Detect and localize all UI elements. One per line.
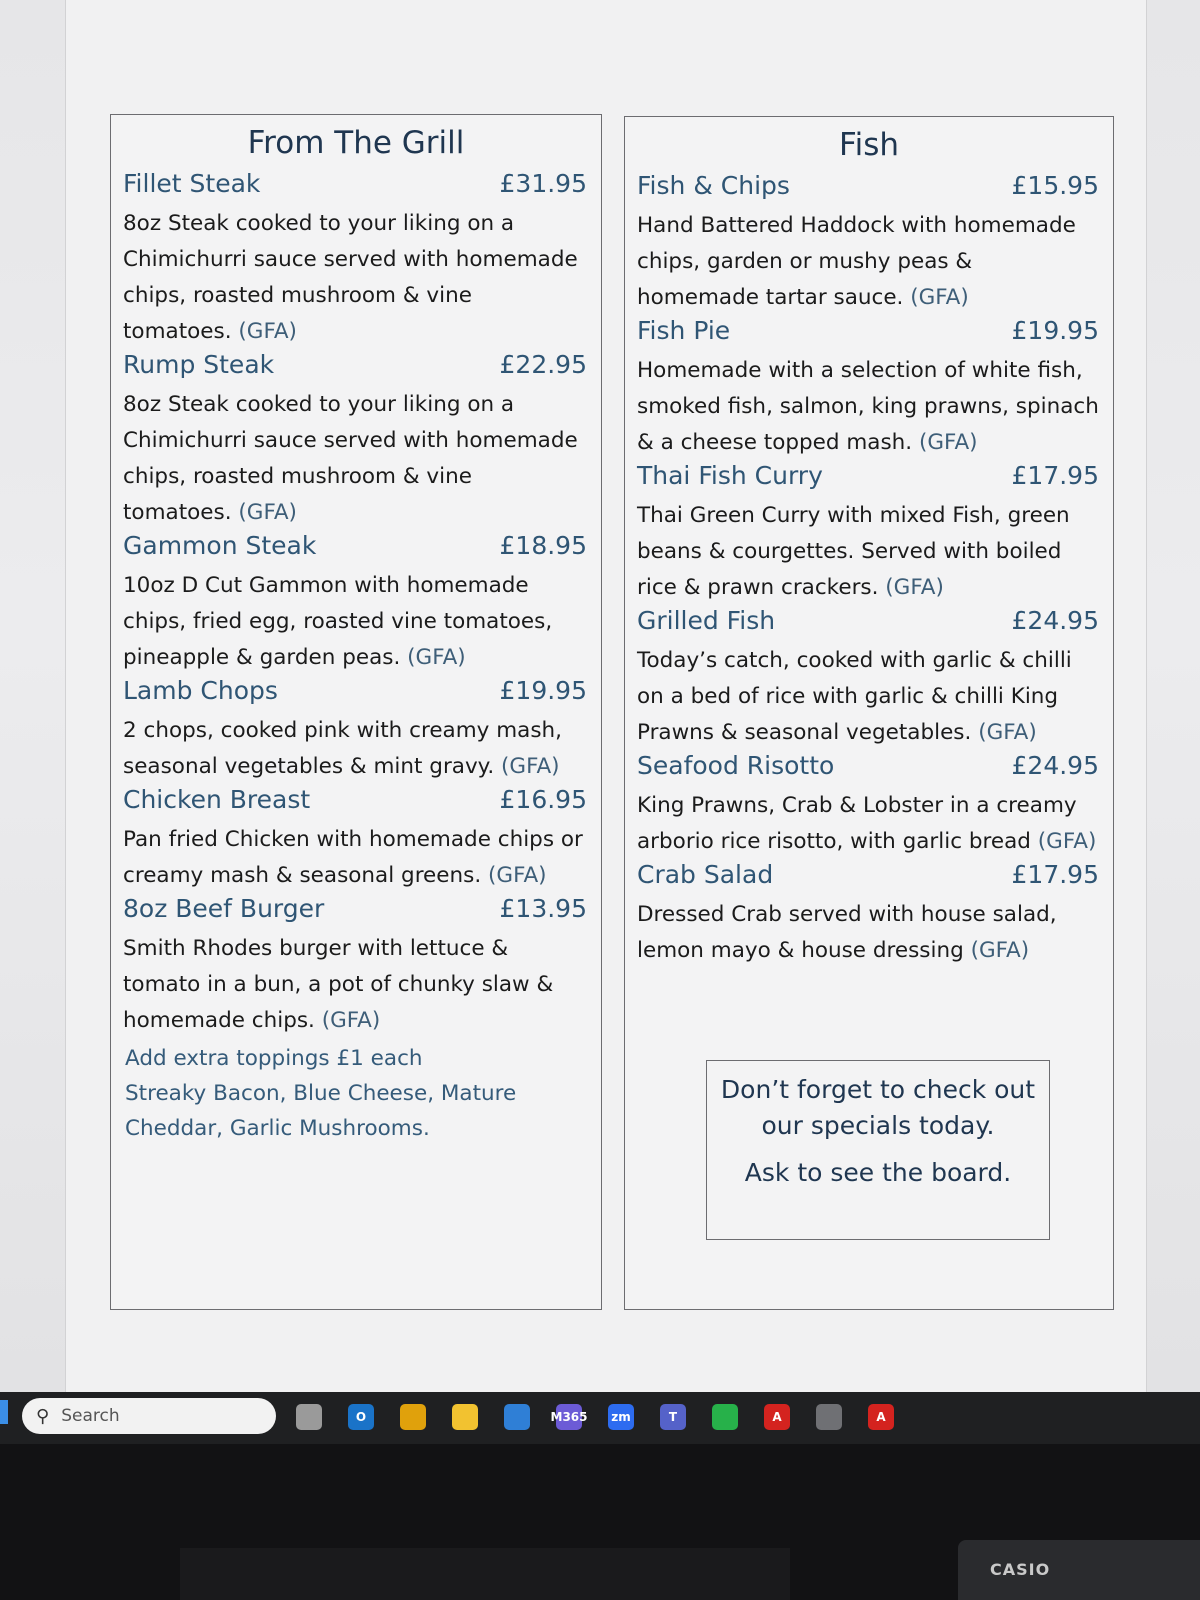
- menu-item-description: [123, 568, 587, 676]
- menu-item-description-text: Thai Green Curry with mixed Fish, green beans & courgettes. Served with boiled rice & prawn crackers.: [637, 503, 1070, 600]
- menu-item-price: £17.95: [1011, 461, 1099, 490]
- menu-item-name: Fillet Steak: [123, 169, 261, 198]
- calculator-brand: CASIO: [990, 1560, 1051, 1579]
- gluten-free-tag: (GFA): [978, 720, 1037, 745]
- menu-item-price: £17.95: [1011, 860, 1099, 889]
- menu-item-header: [123, 894, 587, 931]
- menu-item-name: Crab Salad: [637, 860, 774, 889]
- menu-item-header: [637, 316, 1099, 353]
- menu-item-price: £31.95: [499, 169, 587, 198]
- menu-item: [111, 169, 601, 350]
- specials-line-2: our specials today.: [761, 1111, 995, 1140]
- start-accent: [0, 1400, 8, 1424]
- gluten-free-tag: (GFA): [910, 285, 969, 310]
- menu-item-name: Fish & Chips: [637, 171, 790, 200]
- menu-item-name: Fish Pie: [637, 316, 731, 345]
- menu-item-header: [123, 531, 587, 568]
- grill-section-title: From The Grill: [247, 125, 465, 161]
- menu-item-description: [123, 206, 587, 350]
- menu-item-name: Chicken Breast: [123, 785, 311, 814]
- menu-item: [111, 350, 601, 531]
- menu-item-name: Grilled Fish: [637, 606, 776, 635]
- gluten-free-tag: (GFA): [407, 645, 466, 670]
- menu-item-header: [637, 171, 1099, 208]
- menu-item-header: [123, 350, 587, 387]
- menu-item-header: [637, 860, 1099, 897]
- menu-item-name: Gammon Steak: [123, 531, 317, 560]
- gluten-free-tag: (GFA): [238, 500, 297, 525]
- menu-item-name: Seafood Risotto: [637, 751, 835, 780]
- menu-item-description-text: 2 chops, cooked pink with creamy mash, seasonal vegetables & mint gravy.: [123, 718, 563, 779]
- menu-item-description-text: 8oz Steak cooked to your liking on a Chimichurri sauce served with homemade chips, roasted mushroom & vine tomatoes.: [123, 392, 578, 525]
- menu-item-description: [637, 897, 1099, 969]
- calculator: [958, 1540, 1200, 1600]
- monitor-stand: [180, 1548, 790, 1600]
- menu-item-price: £15.95: [1011, 171, 1099, 200]
- menu-item-description: [637, 643, 1099, 751]
- menu-item: [625, 751, 1113, 860]
- specials-line-3: Ask to see the board.: [744, 1158, 1012, 1187]
- menu-item-description: [123, 713, 587, 785]
- menu-item-name: Rump Steak: [123, 350, 275, 379]
- menu-item-description: [637, 353, 1099, 461]
- gluten-free-tag: (GFA): [1037, 829, 1097, 854]
- menu-item: [625, 606, 1113, 751]
- menu-item-description-text: King Prawns, Crab & Lobster in a creamy arborio rice risotto, with garlic bread: [637, 793, 1077, 854]
- toppings-title: Add extra toppings £1 each: [125, 1046, 423, 1071]
- menu-item: [111, 785, 601, 894]
- toppings-list: Streaky Bacon, Blue Cheese, Mature Cheddar, Garlic Mushrooms.: [125, 1081, 517, 1141]
- menu-item-price: £18.95: [499, 531, 587, 560]
- menu-item-description-text: 10oz D Cut Gammon with homemade chips, fried egg, roasted vine tomatoes, pineapple & garden peas.: [123, 573, 553, 670]
- menu-item-header: [637, 461, 1099, 498]
- gluten-free-tag: (GFA): [885, 575, 944, 600]
- extra-toppings: [111, 1041, 601, 1146]
- menu-item: [625, 171, 1113, 316]
- menu-item-description: [123, 931, 587, 1039]
- menu-item-description-text: Today’s catch, cooked with garlic & chilli on a bed of rice with garlic & chilli King Prawns & seasonal vegetables.: [637, 648, 1072, 745]
- microsoft365-icon[interactable]: M365: [556, 1404, 582, 1430]
- gluten-free-tag: (GFA): [501, 754, 560, 779]
- taskbar-search-box[interactable]: [22, 1398, 276, 1434]
- specials-line-1: Don’t forget to check out: [720, 1075, 1036, 1104]
- menu-item-description: [637, 788, 1099, 860]
- menu-item-name: 8oz Beef Burger: [123, 894, 325, 923]
- menu-item-description-text: 8oz Steak cooked to your liking on a Chimichurri sauce served with homemade chips, roasted mushroom & vine tomatoes.: [123, 211, 578, 344]
- menu-item-header: [123, 169, 587, 206]
- menu-item-description: [123, 822, 587, 894]
- gluten-free-tag: (GFA): [919, 430, 978, 455]
- menu-item-price: £24.95: [1011, 606, 1099, 635]
- menu-item: [625, 461, 1113, 606]
- chrome-icon[interactable]: [400, 1404, 426, 1430]
- menu-item: [111, 894, 601, 1039]
- menu-item-description-text: Pan fried Chicken with homemade chips or creamy mash & seasonal greens.: [123, 827, 583, 888]
- store-icon[interactable]: [504, 1404, 530, 1430]
- grill-menu-panel: [110, 114, 602, 1310]
- menu-item-price: £22.95: [499, 350, 587, 379]
- menu-item-header: [637, 606, 1099, 643]
- menu-item-name: Thai Fish Curry: [637, 461, 823, 490]
- windows-taskbar: [0, 1392, 1200, 1444]
- teams-icon[interactable]: T: [660, 1404, 686, 1430]
- menu-item: [111, 676, 601, 785]
- menu-item: [625, 860, 1113, 969]
- acrobat-icon[interactable]: A: [764, 1404, 790, 1430]
- task-view-icon[interactable]: [296, 1404, 322, 1430]
- menu-item-description-text: Dressed Crab served with house salad, lemon mayo & house dressing: [637, 902, 1057, 963]
- menu-item-description-text: Homemade with a selection of white fish, smoked fish, salmon, king prawns, spinach & a cheese topped mash.: [637, 358, 1099, 455]
- fish-section-title: Fish: [839, 127, 899, 163]
- menu-item-description-text: Smith Rhodes burger with lettuce & tomato in a bun, a pot of chunky slaw & homemade chips.: [123, 936, 554, 1033]
- menu-item-header: [637, 751, 1099, 788]
- zoom-icon[interactable]: zm: [608, 1404, 634, 1430]
- search-icon: ⚲: [36, 1405, 50, 1427]
- printer-app-icon[interactable]: [816, 1404, 842, 1430]
- search-placeholder: Search: [61, 1406, 120, 1426]
- gluten-free-tag: (GFA): [321, 1008, 381, 1033]
- menu-item-header: [123, 785, 587, 822]
- gluten-free-tag: (GFA): [970, 938, 1030, 963]
- menu-item-price: £19.95: [1011, 316, 1099, 345]
- menu-item: [111, 531, 601, 676]
- menu-item: [625, 316, 1113, 461]
- gluten-free-tag: (GFA): [488, 863, 547, 888]
- specials-notice-box: [706, 1060, 1050, 1240]
- menu-item-price: £19.95: [499, 676, 587, 705]
- outlook-icon[interactable]: O: [348, 1404, 374, 1430]
- menu-item-description: [637, 498, 1099, 606]
- menu-item-description-text: Hand Battered Haddock with homemade chips, garden or mushy peas & homemade tartar sauce.: [637, 213, 1076, 310]
- menu-item-header: [123, 676, 587, 713]
- menu-item-description: [637, 208, 1099, 316]
- menu-item-price: £16.95: [499, 785, 587, 814]
- fish-items: [625, 171, 1113, 969]
- menu-item-price: £24.95: [1011, 751, 1099, 780]
- whatsapp-icon[interactable]: [712, 1404, 738, 1430]
- file-explorer-icon[interactable]: [452, 1404, 478, 1430]
- gluten-free-tag: (GFA): [238, 319, 297, 344]
- acrobat-active-icon[interactable]: A: [868, 1404, 894, 1430]
- menu-item-name: Lamb Chops: [123, 676, 278, 705]
- menu-item-price: £13.95: [499, 894, 587, 923]
- menu-item-description: [123, 387, 587, 531]
- grill-items: [111, 169, 601, 1039]
